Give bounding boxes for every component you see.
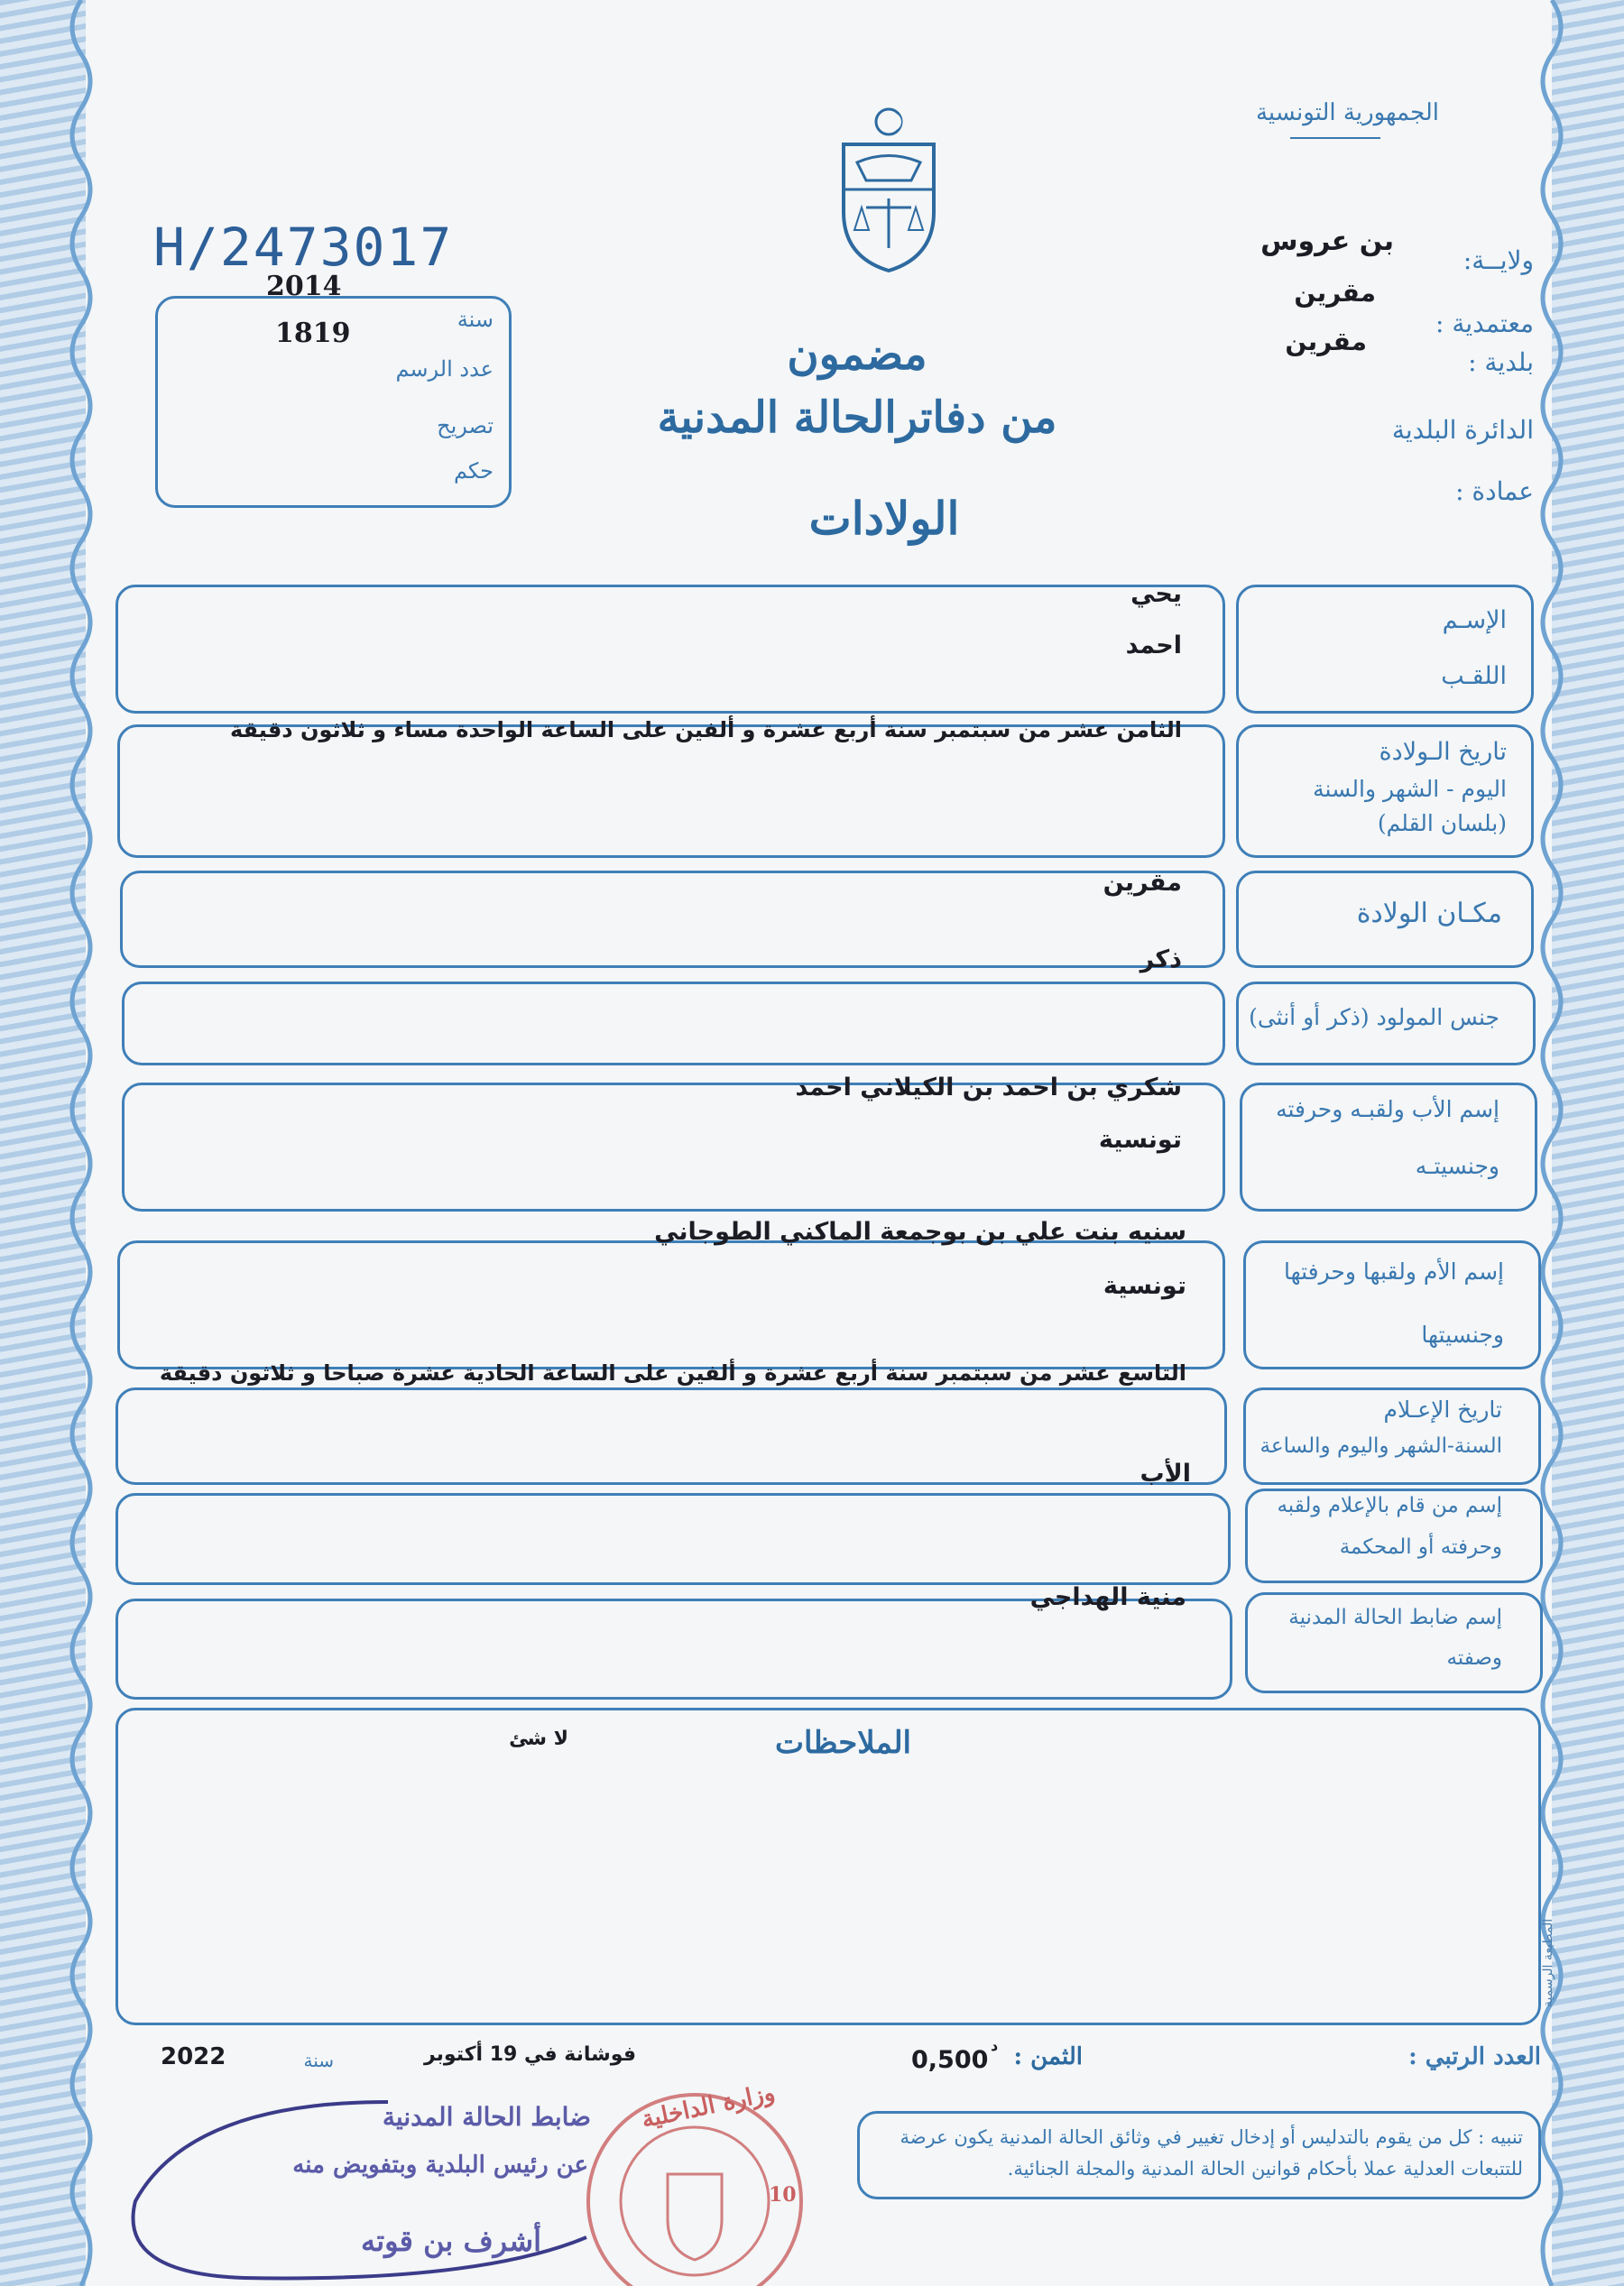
title-mudmoun: مضمون: [787, 329, 927, 380]
value-box-declaration-date: [115, 1387, 1227, 1485]
label-first-name: الإسـم: [1442, 606, 1507, 634]
value-declaration-date: التاسع عشر من سبتمبر سنة أربع عشرة و ألفين على الساعة الحادية عشرة صباحا و ثلاثون دقيقة: [159, 1360, 1186, 1386]
title-civil-registry: من دفاترالحالة المدنية: [657, 392, 1057, 443]
label-sex: جنس المولود (ذكر أو أنثى): [1249, 1004, 1499, 1030]
registry-year-value: 2014: [266, 271, 342, 302]
value-sex: ذكر: [1140, 945, 1182, 973]
state-value: بن عروس: [1260, 226, 1394, 257]
label-father: إسم الأب ولقبـه وحرفته: [1276, 1096, 1499, 1122]
remarks-label: الملاحظات: [774, 1725, 911, 1761]
value-box-officer: [115, 1599, 1232, 1700]
officer-delegation: عن رئيس البلدية وبتفويض منه: [292, 2152, 588, 2179]
label-birth-place: مكـان الولادة: [1356, 898, 1502, 929]
officer-name: أشرف بن قوته: [361, 2224, 541, 2258]
printer-mark: المطبعة الرسمية: [1541, 1918, 1555, 2007]
value-father-name: شكري بن احمد بن الكيلاني احمد: [795, 1074, 1182, 1102]
registry-number-value: 1819: [275, 318, 351, 349]
value-declarant: الأب: [1140, 1460, 1191, 1488]
label-declarant-sub: وحرفته أو المحكمة: [1339, 1535, 1502, 1559]
stamp-number: 10: [769, 2183, 797, 2207]
value-box-mother: [117, 1240, 1225, 1369]
officer-title: ضابط الحالة المدنية: [382, 2102, 591, 2132]
value-box-declarant: [115, 1493, 1231, 1585]
delegation-value: مقرين: [1294, 278, 1376, 308]
price-unit: د: [991, 2037, 999, 2054]
label-declaration-date-sub: السنة-الشهر واليوم والساعة: [1260, 1434, 1502, 1458]
label-officer: إسم ضابط الحالة المدنية: [1288, 1606, 1502, 1629]
value-box-birth-date: [117, 724, 1225, 858]
registry-declaration-label: تصريح: [437, 413, 494, 438]
republic-underline: [1290, 137, 1380, 139]
registry-judgment-label: حكم: [453, 458, 494, 484]
registry-number-label: عدد الرسم: [395, 356, 494, 382]
value-mother-nationality: تونسية: [1103, 1272, 1186, 1300]
label-birth-date: تاريخ الـولادة: [1379, 738, 1507, 766]
footer-year-label: سنة: [303, 2050, 334, 2071]
value-box-name: [115, 585, 1225, 714]
title-births: الولادات: [808, 492, 960, 545]
place-date: فوشانة في 19 أكتوبر: [423, 2043, 636, 2066]
value-box-birth-place: [120, 871, 1225, 968]
label-declarant: إسم من قام بالإعلام ولقبه: [1277, 1494, 1502, 1517]
wave-border-left: [63, 0, 99, 2286]
municipality-label: بلدية :: [1468, 347, 1534, 377]
serial-number-label: العدد الرتبي :: [1408, 2043, 1541, 2070]
label-birth-date-sub: اليوم - الشهر والسنة: [1313, 776, 1507, 802]
value-first-name: يحي: [1130, 580, 1182, 608]
notice-text: تنبيه : كل من يقوم بالتدليس أو إدخال تغيير في وثائق الحالة المدنية يكون عرضة للتتبعات العدلية عملا بأحكام قوانين الحالة المدنية والمجلة الجنائية.: [900, 2126, 1523, 2180]
registry-year-label: سنة: [457, 307, 494, 332]
certificate-serial: H/2473017: [153, 217, 454, 278]
label-declaration-date: تاريخ الإعـلام: [1383, 1396, 1502, 1423]
value-mother-name: سنيه بنت علي بن بوجمعة الماكني الطوجاني: [654, 1218, 1186, 1246]
label-father-nationality: وجنسيتـه: [1415, 1153, 1499, 1179]
republic-label: الجمهورية التونسية: [1255, 99, 1439, 126]
omda-label: عمادة :: [1455, 476, 1534, 506]
value-birth-place: مقرين: [1103, 869, 1182, 897]
coat-of-arms-icon: [835, 104, 943, 275]
stamp-text: وزارة الداخلية: [639, 2079, 778, 2134]
district-label: الدائرة البلدية: [1391, 415, 1534, 445]
label-officer-sub: وصفته: [1446, 1646, 1502, 1670]
value-birth-date: الثامن عشر من سبتمبر سنة أربع عشرة و ألفين على الساعة الواحدة مساء و ثلاثون دقيقة: [229, 717, 1182, 742]
state-label: ولايــة:: [1463, 245, 1534, 275]
value-last-name: احمد: [1125, 631, 1182, 659]
value-box-sex: [122, 982, 1225, 1065]
delegation-label: معتمدية :: [1435, 309, 1534, 338]
label-birth-date-words: (بلسان القلم): [1377, 810, 1507, 836]
footer-year-value: 2022: [161, 2043, 226, 2070]
label-last-name: اللقـب: [1441, 662, 1507, 690]
price-value: 0,500: [911, 2046, 989, 2074]
value-box-father: [122, 1083, 1225, 1212]
municipality-value: مقرين: [1285, 327, 1367, 356]
remarks-value: لا شئ: [509, 1728, 568, 1750]
label-mother-nationality: وجنسيتها: [1421, 1322, 1504, 1348]
value-officer: منية الهداجي: [1029, 1583, 1186, 1611]
price-label: الثمن :: [1013, 2043, 1083, 2070]
value-father-nationality: تونسية: [1098, 1126, 1182, 1154]
label-mother: إسم الأم ولقبها وحرفتها: [1283, 1258, 1504, 1285]
